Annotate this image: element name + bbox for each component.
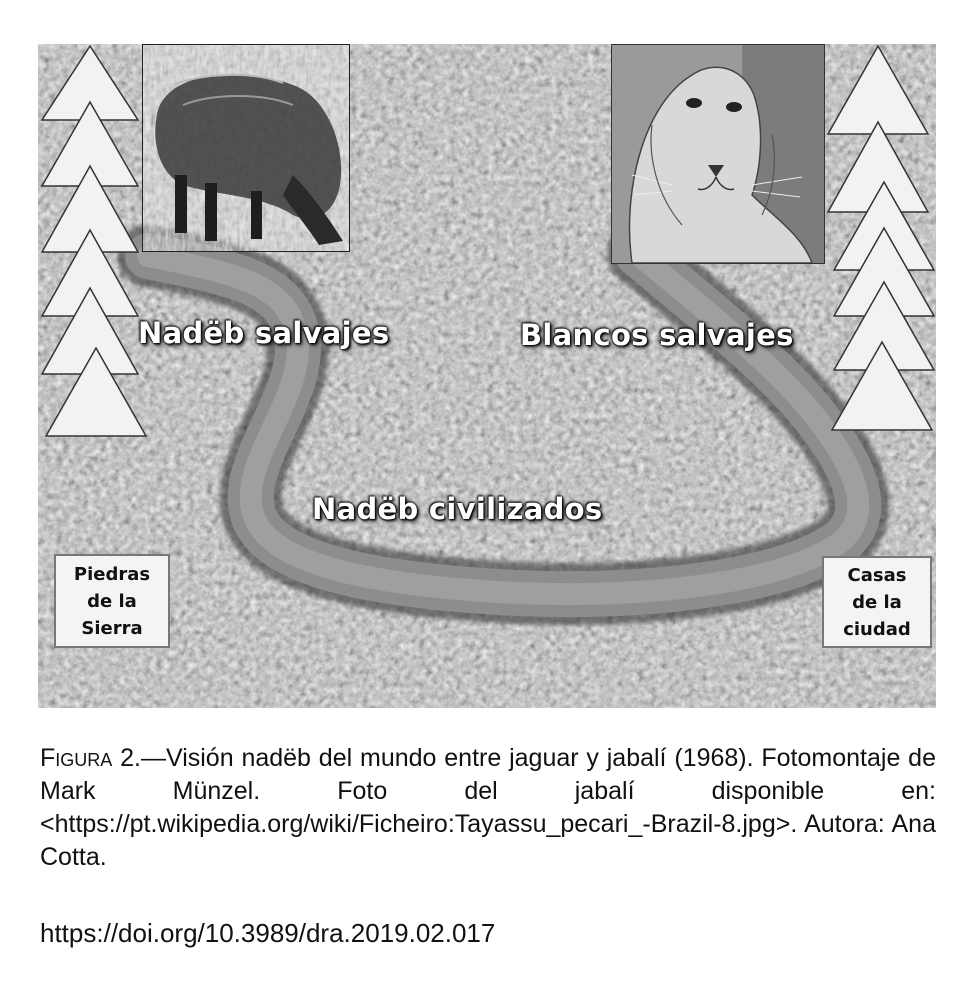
box-casas-de-la-ciudad: Casas de la ciudad [822,556,932,648]
doi-link[interactable]: https://doi.org/10.3989/dra.2019.02.017 [40,918,496,948]
figure-caption [40,742,936,874]
figure-photomontage [38,44,936,708]
figure-number: Figura 2. [40,744,141,772]
boar-photo [142,44,350,252]
label-blancos-salvajes: Blancos salvajes [520,318,794,352]
box-piedras-de-la-sierra: Piedras de la Sierra [54,554,170,648]
caption-text: —Visión nadëb del mundo entre jaguar y jabalí (1968). Fotomontaje de Mark Münzel. Foto del jabalí disponible en: <https://pt.wikipedia.org/wiki/Ficheiro:Tayassu_pecari_-Brazil-8.jpg>. Autora: Ana Cotta. [40,744,936,871]
puma-photo [611,44,825,264]
label-nadeb-salvajes: Nadëb salvajes [138,316,390,350]
label-nadeb-civilizados: Nadëb civilizados [312,492,603,526]
